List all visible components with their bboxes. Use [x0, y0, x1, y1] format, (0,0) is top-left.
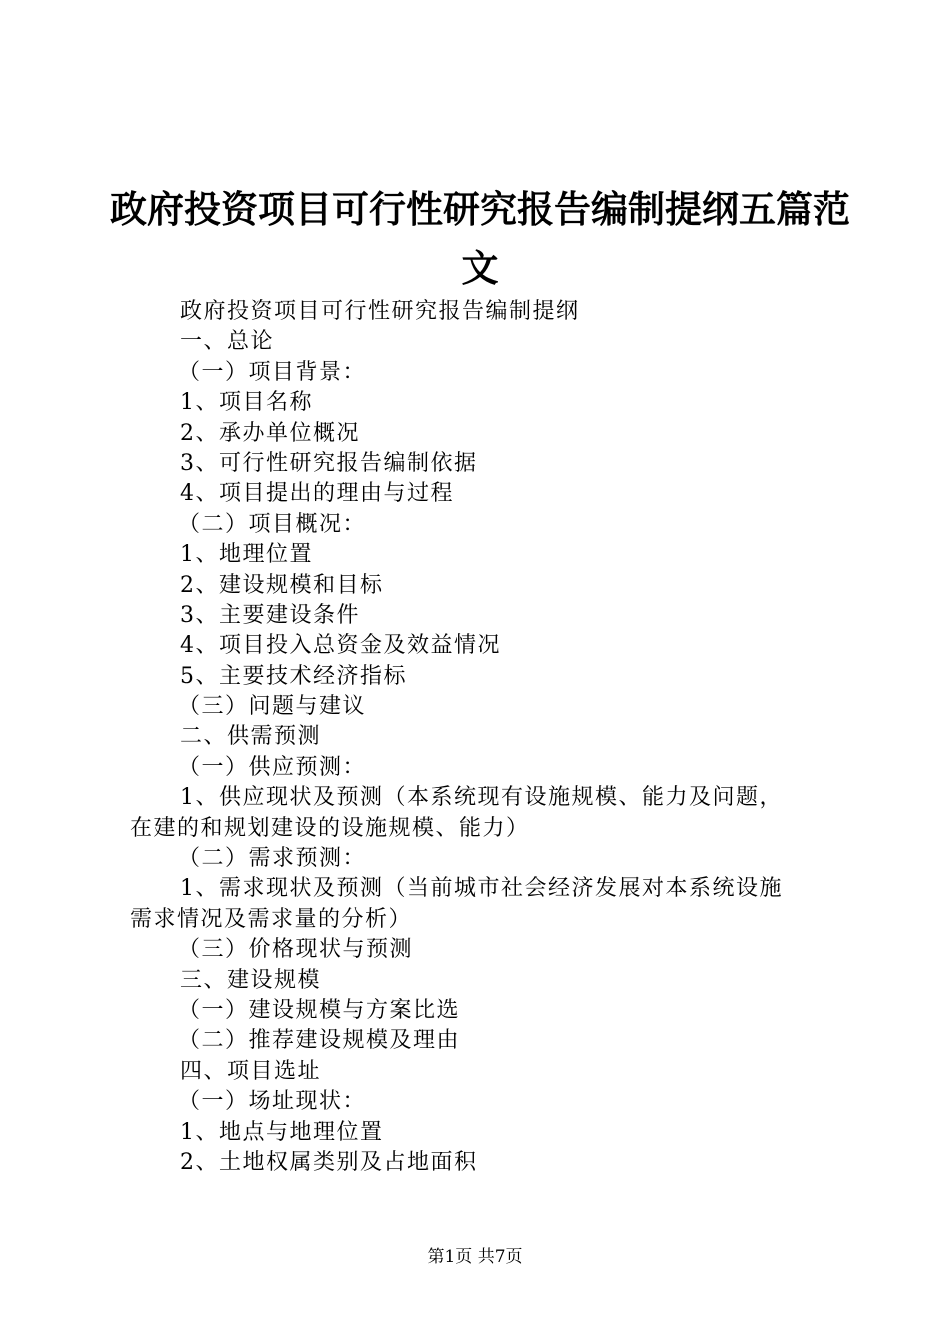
text-line: 4、项目提出的理由与过程	[180, 481, 454, 507]
text-line: 1、供应现状及预测（本系统现有设施规模、能力及问题，	[180, 785, 783, 811]
text-line: （一）场址现状：	[178, 1089, 367, 1115]
text-line: 2、承办单位概况	[180, 420, 360, 446]
text-line: 4、项目投入总资金及效益情况	[180, 633, 501, 659]
text-line: 1、项目名称	[180, 390, 313, 416]
text-line: （二）推荐建设规模及理由	[178, 1028, 461, 1054]
text-line: 四、项目选址	[180, 1058, 322, 1084]
text-line: 5、主要技术经济指标	[180, 663, 407, 689]
text-line: 1、地理位置	[180, 542, 313, 568]
text-line: （一）供应预测：	[178, 754, 367, 780]
text-line: 一、总论	[180, 329, 275, 355]
document-body	[130, 297, 830, 1178]
text-line: 二、供需预测	[180, 724, 322, 750]
text-line: 3、可行性研究报告编制依据	[180, 450, 478, 476]
document-title: 政府投资项目可行性研究报告编制提纲五篇范	[110, 188, 850, 231]
text-line: 在建的和规划建设的设施规模、能力）	[130, 815, 530, 841]
document-title-continued: 文	[461, 247, 499, 290]
text-line: （三）价格现状与预测	[178, 937, 414, 963]
text-line: （三）问题与建议	[178, 694, 367, 720]
text-line: 1、需求现状及预测（当前城市社会经济发展对本系统设施	[180, 876, 783, 902]
text-line: 3、主要建设条件	[180, 602, 360, 628]
text-line: （一）项目背景：	[178, 359, 367, 385]
text-line: （二）需求预测：	[178, 846, 367, 872]
text-line: 需求情况及需求量的分析）	[130, 906, 413, 932]
text-line: 1、地点与地理位置	[180, 1119, 384, 1145]
text-line: （一）建设规模与方案比选	[178, 997, 461, 1023]
text-line: 2、建设规模和目标	[180, 572, 384, 598]
text-line: （二）项目概况：	[178, 511, 367, 537]
text-line: 三、建设规模	[180, 967, 322, 993]
page-footer: 第1页 共7页	[427, 1247, 523, 1267]
text-line: 政府投资项目可行性研究报告编制提纲	[180, 299, 580, 324]
text-line: 2、土地权属类别及占地面积	[180, 1149, 478, 1175]
